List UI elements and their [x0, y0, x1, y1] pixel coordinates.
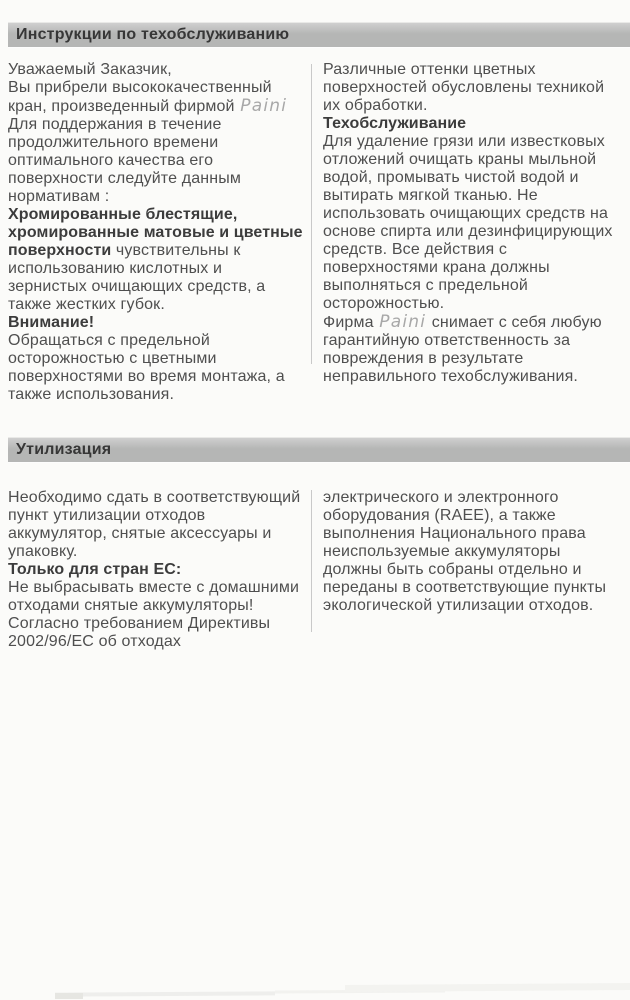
text-run: 2002/96/ЕС об отходах — [8, 633, 182, 650]
text-line — [8, 188, 310, 206]
text-line — [323, 115, 625, 133]
text-line — [323, 79, 625, 97]
text-run: Вы прибрели высококачественный — [8, 79, 272, 96]
text-run: переданы в соответствующие пункты — [323, 579, 607, 596]
text-run: выполняться с предельной — [323, 277, 529, 294]
text-line — [8, 489, 310, 507]
text-line — [323, 332, 625, 350]
text-run: оптимального качества его — [8, 152, 214, 169]
text-run: Необходимо сдать в соответствующий — [8, 489, 301, 506]
text-run: чувствительны к — [111, 242, 241, 259]
text-line — [323, 579, 625, 597]
text-run: использовать очищающих средств на — [323, 205, 609, 222]
text-line — [8, 170, 310, 188]
paini-logo: Paini — [379, 312, 427, 332]
text-line — [8, 615, 310, 633]
text-line — [8, 543, 310, 561]
text-line — [8, 368, 310, 386]
text-run: Хромированные блестящие, — [8, 206, 238, 223]
text-run: снимает с себя любую — [427, 314, 602, 331]
text-line — [323, 368, 625, 386]
text-run: осторожностью. — [323, 295, 445, 312]
scan-shadow — [55, 993, 83, 999]
text-line — [323, 313, 625, 332]
text-line — [323, 561, 625, 579]
scan-shadow — [345, 983, 630, 992]
text-line — [8, 332, 310, 350]
text-line — [8, 260, 310, 278]
text-line — [8, 525, 310, 543]
text-line — [323, 543, 625, 561]
text-run: их обработки. — [323, 97, 428, 114]
section-title-disposal: Утилизация — [16, 441, 112, 458]
maintenance-left-column — [8, 61, 310, 404]
text-run: нормативам : — [8, 188, 110, 205]
text-run: водой, промывать чистой водой и — [323, 169, 579, 186]
text-line — [8, 97, 310, 116]
text-line — [323, 169, 625, 187]
text-run: должны быть собраны отдельно и — [323, 561, 582, 578]
text-line — [8, 561, 310, 579]
text-line — [323, 151, 625, 169]
text-run: Техобслуживание — [323, 115, 467, 132]
text-line — [8, 579, 310, 597]
text-line — [8, 242, 310, 260]
text-line — [323, 241, 625, 259]
text-line — [323, 507, 625, 525]
text-run: поверхности — [8, 242, 112, 259]
text-run: хромированные матовые и цветные — [8, 224, 303, 241]
text-run: электрического и электронного — [323, 489, 559, 506]
text-run: аккумулятор, снятые аксессуары и — [8, 525, 272, 542]
text-run: поверхности следуйте данным — [8, 170, 242, 187]
text-line — [8, 507, 310, 525]
text-line — [323, 133, 625, 151]
section-header-maintenance — [8, 22, 630, 47]
text-line — [323, 489, 625, 507]
text-line — [323, 295, 625, 313]
text-run: отходами снятые аккумуляторы! — [8, 597, 254, 614]
scan-shadow — [55, 991, 275, 996]
text-run: отложений очищать краны мыльной — [323, 151, 597, 168]
text-run: основе спирта или дезинфицирующих — [323, 223, 613, 240]
text-run: повреждения в результате — [323, 350, 524, 367]
text-run: Уважаемый Заказчик, — [8, 61, 172, 78]
text-line — [8, 278, 310, 296]
text-run: кран, произведенный фирмой — [8, 98, 240, 115]
text-line — [8, 633, 310, 651]
text-run: продолжительного времени — [8, 134, 219, 151]
text-line — [323, 61, 625, 79]
text-line — [8, 134, 310, 152]
text-line — [323, 259, 625, 277]
text-line — [8, 224, 310, 242]
text-line — [8, 386, 310, 404]
column-divider — [311, 64, 312, 364]
text-run: Только для стран ЕС: — [8, 561, 182, 578]
text-run: поверхностей обусловлены техникой — [323, 79, 605, 96]
disposal-right-column — [323, 489, 625, 615]
text-run: Согласно требованием Директивы — [8, 615, 271, 632]
text-line — [8, 206, 310, 224]
text-line — [8, 152, 310, 170]
text-run: Различные оттенки цветных — [323, 61, 536, 78]
text-line — [8, 296, 310, 314]
text-run: средств. Все действия с — [323, 241, 508, 258]
text-line — [323, 597, 625, 615]
text-run: Для поддержания в течение — [8, 116, 222, 133]
text-line — [323, 97, 625, 115]
text-line — [8, 350, 310, 368]
text-line — [8, 79, 310, 97]
maintenance-right-column — [323, 61, 625, 386]
text-line — [8, 61, 310, 79]
text-run: Внимание! — [8, 314, 95, 331]
text-run: осторожностью с цветными — [8, 350, 217, 367]
text-run: пункт утилизации отходов — [8, 507, 206, 524]
text-run: Не выбрасывать вместе с домашними — [8, 579, 300, 596]
text-line — [8, 314, 310, 332]
text-line — [323, 187, 625, 205]
text-run: Фирма — [323, 314, 379, 331]
text-line — [8, 597, 310, 615]
text-run: Для удаление грязи или известковых — [323, 133, 605, 150]
text-run: также использования. — [8, 386, 175, 403]
text-line — [323, 277, 625, 295]
text-line — [323, 525, 625, 543]
text-line — [8, 116, 310, 134]
disposal-left-column — [8, 489, 310, 651]
section-header-disposal — [8, 437, 630, 462]
text-run: выполнения Национального права — [323, 525, 586, 542]
text-run: неправильного техобслуживания. — [323, 368, 579, 385]
section-title-maintenance: Инструкции по техобслуживанию — [16, 26, 290, 43]
text-run: вытирать мягкой тканью. Не — [323, 187, 538, 204]
column-divider — [311, 490, 312, 632]
text-run: упаковку. — [8, 543, 78, 560]
text-run: гарантийную ответственность за — [323, 332, 571, 349]
text-line — [323, 223, 625, 241]
text-run: оборудования (RAEE), а также — [323, 507, 556, 524]
text-run: зернистых очищающих средств, а — [8, 278, 266, 295]
text-run: экологической утилизации отходов. — [323, 597, 594, 614]
text-line — [323, 205, 625, 223]
text-run: неиспользуемые аккумуляторы — [323, 543, 561, 560]
text-run: поверхностями крана должны — [323, 259, 550, 276]
text-run: использованию кислотных и — [8, 260, 223, 277]
text-run: поверхностями во время монтажа, а — [8, 368, 285, 385]
text-run: также жестких губок. — [8, 296, 165, 313]
text-run: Обращаться с предельной — [8, 332, 210, 349]
paini-logo: Paini — [240, 96, 288, 116]
text-line — [323, 350, 625, 368]
